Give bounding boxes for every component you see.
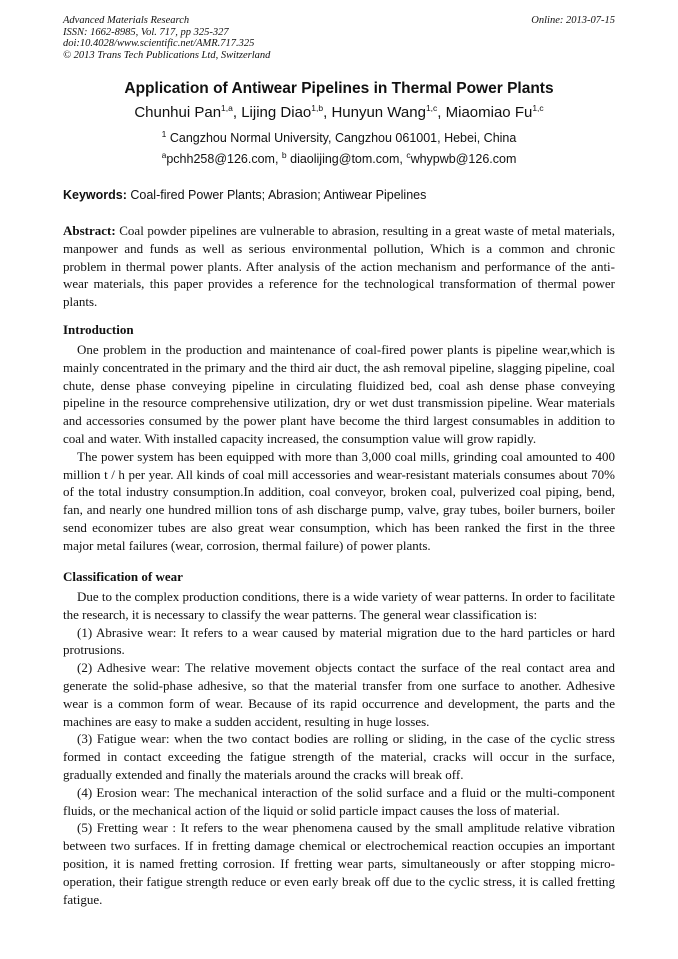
- author-list: [63, 104, 615, 121]
- author-name: Lijing Diao: [241, 104, 312, 121]
- author-sep: ,: [232, 104, 242, 121]
- introduction-body: [63, 341, 615, 555]
- copyright-line: © 2013 Trans Tech Publications Ltd, Switzerland: [63, 49, 271, 61]
- email-sup: c: [406, 149, 411, 160]
- keywords-label: Keywords:: [63, 188, 127, 202]
- section-heading-introduction: Introduction: [63, 322, 134, 337]
- affiliation-text: Cangzhou Normal University, Cangzhou 061001, Hebei, China: [166, 131, 517, 145]
- abstract-text: Coal powder pipelines are vulnerable to abrasion, resulting in a great waste of metal materials, manpower and funds as well as serious environmental pollution, Which is a common and chronic problem in thermal power plants. After analysis of the action mechanism and performance of the anti-wear materials, this paper provides a reference for the technological transformation of thermal power plants.: [63, 223, 615, 310]
- paragraph: One problem in the production and maintenance of coal-fired power plants is pipeline wear,which is mainly concentrated in the primary and the third air duct, the ash removal pipeline, slagging pipeline, coal chute, dense phase conveying pipeline in circulating fluidized bed, coal ash dense phase conveying pipeline in the resource comprehensive utilization, dry or wet dust transmission pipeline. Wear materials and accessories consumed by the power plant have become the third largest consumables in addition to coal and water. With installed capacity increased, the consumption value will grow rapidly.: [63, 342, 615, 446]
- email-sup: a: [161, 149, 167, 160]
- author-sup: 1,b: [311, 103, 324, 113]
- email-sup: b: [281, 149, 287, 160]
- online-date: Online: 2013-07-15: [531, 15, 615, 26]
- issn-line: ISSN: 1662-8985, Vol. 717, pp 325-327: [63, 26, 229, 38]
- author-name: Hunyun Wang: [331, 104, 426, 121]
- paragraph: The power system has been equipped with more than 3,000 coal mills, grinding coal amounted to 400 million t / h per year. All kinds of coal mill accessories and wear-resistant materials consumes about 70% of the total industry consumption.In addition, coal conveyor, broken coal, pulverized coal piping, bend, fan, and nearly one hundred million tons of ash discharge pump, valve, gray tubes, boiler burners, boiler send economizer tubes are also great wear consumption, which has been ranked the first in the three major metal failures (wear, corrosion, thermal failure) of power plants.: [63, 448, 615, 553]
- email-address: whypwb@126.com: [410, 152, 517, 166]
- doi-line: doi:10.4028/www.scientific.net/AMR.717.325: [63, 38, 255, 49]
- author-sep: ,: [437, 104, 446, 121]
- paragraph: (1) Abrasive wear: It refers to a wear caused by material migration due to the hard particles or hard protrusions.: [63, 624, 615, 658]
- keywords-text: Coal-fired Power Plants; Abrasion; Antiwear Pipelines: [126, 188, 427, 202]
- abstract: [63, 222, 615, 311]
- author-sep: ,: [323, 104, 332, 121]
- author-sup: 1,c: [425, 103, 438, 113]
- classification-body: [63, 588, 615, 908]
- journal-name: Advanced Materials Research: [63, 15, 190, 26]
- keywords: [63, 188, 615, 202]
- affiliation: [63, 128, 615, 145]
- abstract-label: Abstract:: [63, 223, 116, 238]
- paragraph: (5) Fretting wear : It refers to the wear phenomena caused by the small amplitude relative vibration between two surfaces. If in fretting damage chemical or electrochemical reaction occupies an important position, it is named fretting corrosion. If fretting wear parts, simultaneously or after stopping micro-operation, their fatigue strength reduce or even early break off due to the cyclic stress, it is called fretting fatigue.: [63, 820, 615, 907]
- section-heading-classification: Classification of wear: [63, 569, 183, 584]
- paragraph: (3) Fatigue wear: when the two contact bodies are rolling or sliding, in the case of the cyclic stress formed in contact exceeding the fatigue strength of the material, cracks will occur in the surface, gradually extended and finally the materials around the cracks will break off.: [63, 731, 615, 782]
- paragraph: (4) Erosion wear: The mechanical interaction of the solid surface and a fluid or the multi-component fluids, or the mechanical action of the liquid or solid particle impact causes the loss of material.: [63, 784, 615, 818]
- author-sup: 1,a: [221, 103, 233, 113]
- paragraph: (2) Adhesive wear: The relative movement objects contact the surface of the real contact area and generate the solid-phase adhesive, so that the material transfer from one surface to another. Adhesive wear is a common form of wear. Because of its rapid occurrence and development, the parts and the machines are easy to make a sudden accident, resulting in huge losses.: [63, 660, 615, 729]
- author-sup: 1,c: [532, 103, 544, 113]
- affiliation-sup: 1: [161, 128, 167, 139]
- email-list: [63, 149, 615, 166]
- journal-header: [63, 15, 615, 61]
- paper-title: Application of Antiwear Pipelines in Thermal Power Plants: [124, 80, 554, 97]
- email-address: pchh258@126.com,: [166, 152, 282, 166]
- email-address: diaolijing@tom.com,: [286, 152, 407, 166]
- paragraph: Due to the complex production conditions, there is a wide variety of wear patterns. In order to facilitate the research, it is necessary to classify the wear patterns. The general wear classification is:: [63, 589, 615, 622]
- author-name: Miaomiao Fu: [445, 104, 533, 121]
- author-name: Chunhui Pan: [134, 104, 222, 121]
